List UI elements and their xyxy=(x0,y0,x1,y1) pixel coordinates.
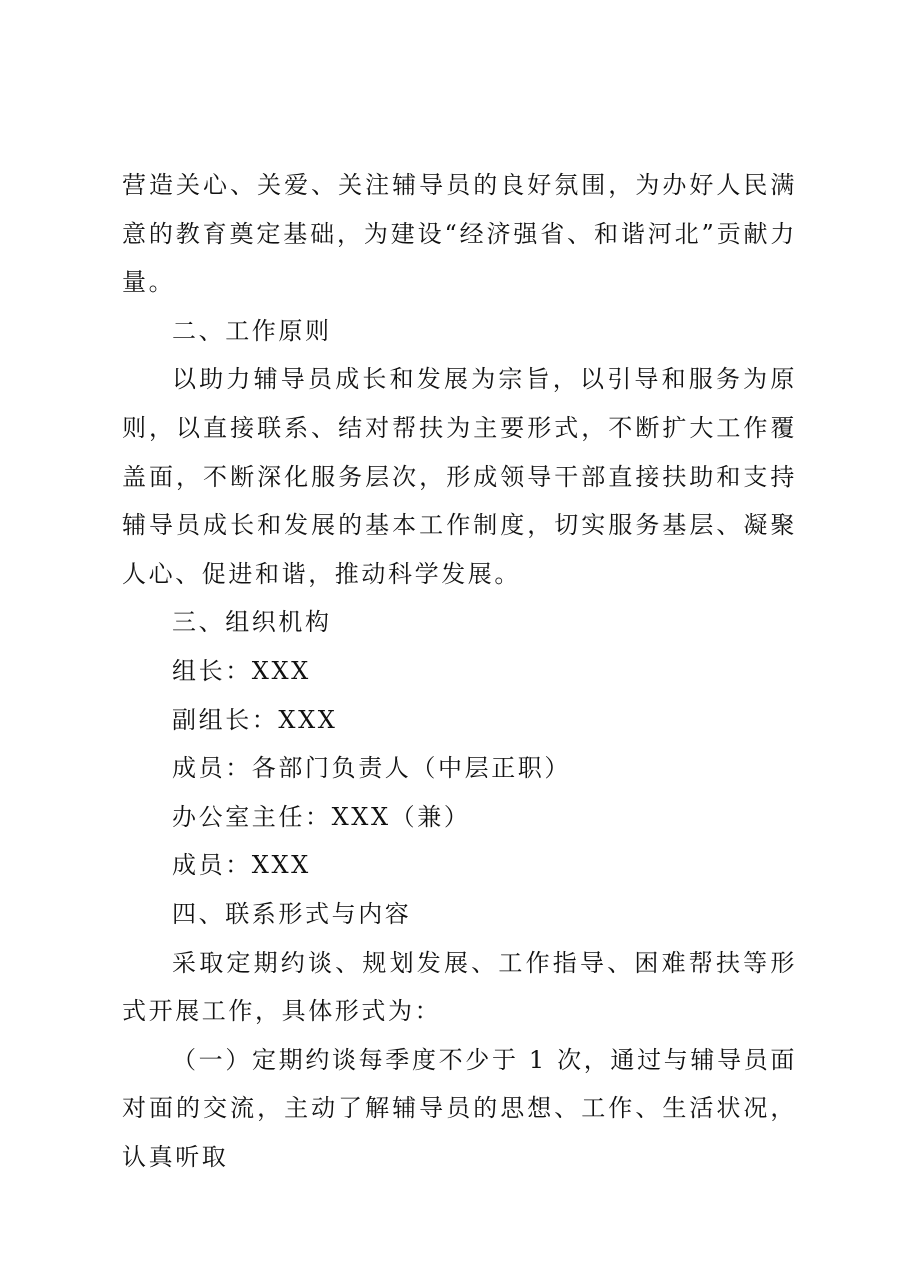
section-heading-organization: 三、组织机构 xyxy=(172,608,332,637)
paragraph-regular-interview: （一）定期约谈每季度不少于 1 次，通过与辅导员面对面的交流，主动了解辅导员的思想、工作、生活状况，认真听取 xyxy=(122,1045,797,1171)
org-leader-line: 组长：XXX xyxy=(172,656,311,685)
org-deputy-leader-line: 副组长：XXX xyxy=(172,705,338,734)
org-office-director-line: 办公室主任：XXX（兼） xyxy=(172,802,471,831)
org-members-line: 成员：各部门负责人（中层正职） xyxy=(172,754,571,783)
paragraph-principles: 以助力辅导员成长和发展为宗旨，以引导和服务为原则，以直接联系、结对帮扶为主要形式，不断扩大工作覆盖面，不断深化服务层次，形成领导干部直接扶助和支持辅导员成长和发展的基本工作制度，切实服务基层、凝聚人心、促进和谐，推动科学发展。 xyxy=(122,365,797,588)
section-heading-contact: 四、联系形式与内容 xyxy=(172,899,412,928)
org-office-members-line: 成员：XXX xyxy=(172,851,311,880)
paragraph-continuation: 营造关心、关爱、关注辅导员的良好氛围，为办好人民满意的教育奠定基础，为建设“经济强省、和谐河北”贡献力量。 xyxy=(122,171,797,297)
paragraph-contact-forms: 采取定期约谈、规划发展、工作指导、困难帮扶等形式开展工作，具体形式为： xyxy=(122,948,797,1026)
section-heading-principles: 二、工作原则 xyxy=(172,316,332,345)
document-body xyxy=(122,161,797,1181)
